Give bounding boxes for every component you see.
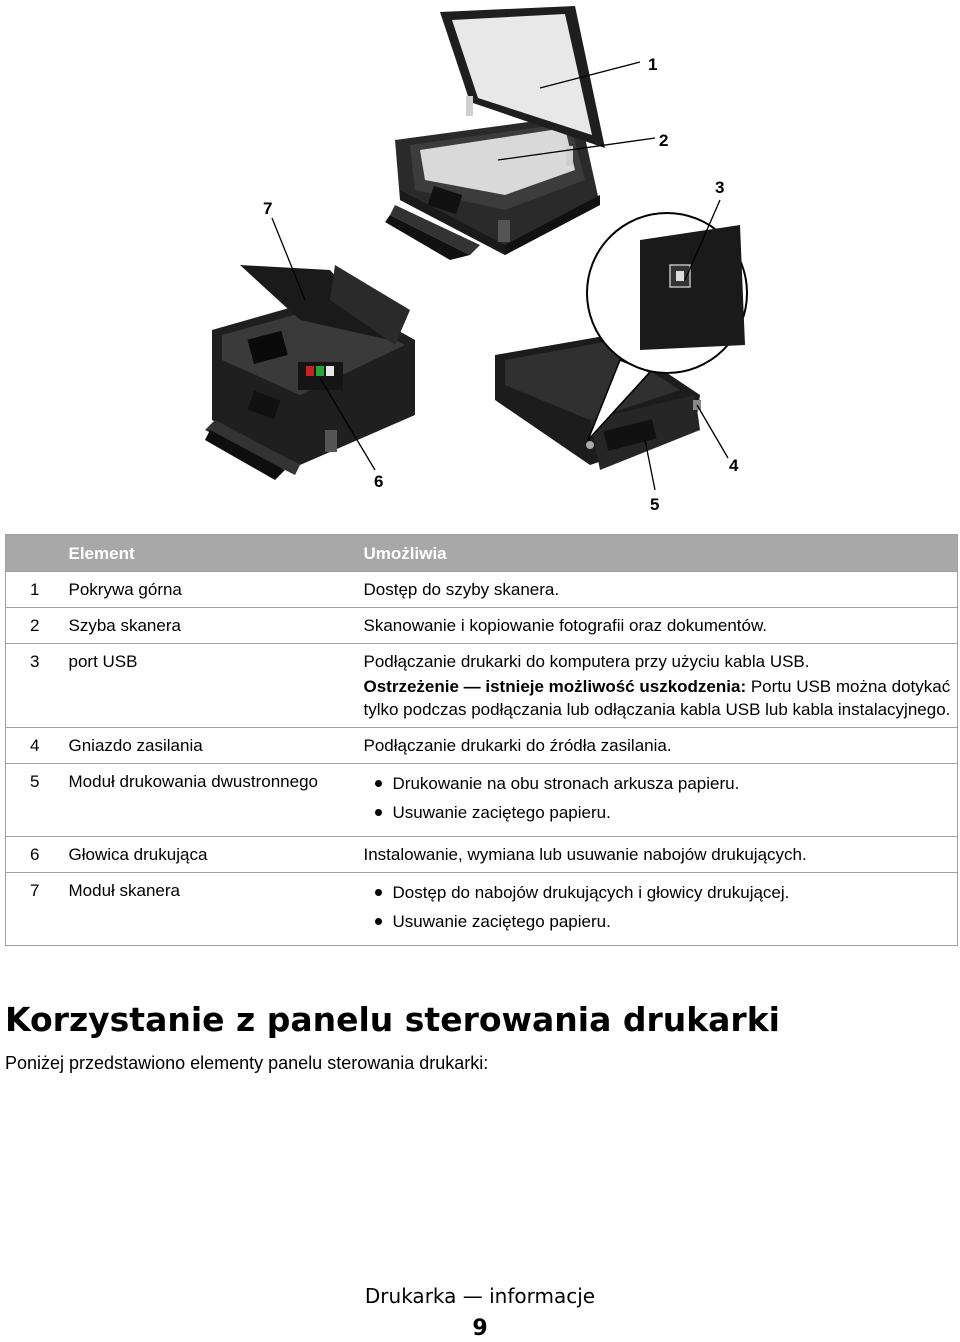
table-row	[6, 728, 958, 764]
table-row	[6, 837, 958, 873]
table-row	[6, 572, 958, 608]
list-item: Dostęp do nabojów drukujących i głowicy drukującej.	[364, 881, 952, 904]
row-element: Głowica drukująca	[64, 837, 357, 873]
callout-1: 1	[648, 55, 658, 74]
warning-text: Portu USB można dotykać tylko podczas podłączania lub odłączania kabla USB lub kabla instalacyjnego.	[363, 677, 951, 719]
callout-6: 6	[374, 472, 384, 491]
callout-2: 2	[659, 131, 669, 150]
row-desc	[357, 764, 958, 837]
warning-note	[364, 675, 952, 721]
row-element: Moduł skanera	[64, 873, 357, 946]
section-heading: Korzystanie z panelu sterowania drukarki	[5, 1000, 780, 1039]
ink-cartridge-red	[306, 366, 314, 376]
parts-table	[5, 534, 958, 946]
bullet-list	[364, 772, 952, 824]
printer-top-view	[385, 6, 605, 260]
printer-open-view	[205, 265, 415, 480]
printer-back-view	[495, 213, 747, 470]
callout-7: 7	[263, 199, 273, 218]
printer-illustration	[0, 0, 960, 520]
section-intro: Poniżej przedstawiono elementy panelu sterowania drukarki:	[5, 1053, 489, 1073]
table-row	[6, 764, 958, 837]
table-row	[6, 644, 958, 728]
callout-3: 3	[715, 178, 725, 197]
page-number: 9	[472, 1316, 488, 1341]
row-desc	[357, 873, 958, 946]
callout-4: 4	[729, 456, 739, 475]
header-element: Element	[64, 535, 357, 572]
list-item: Usuwanie zaciętego papieru.	[364, 801, 952, 824]
list-item: Drukowanie na obu stronach arkusza papieru.	[364, 772, 952, 795]
row-num: 3	[6, 644, 64, 728]
table-row	[6, 608, 958, 644]
list-item: Usuwanie zaciętego papieru.	[364, 910, 952, 933]
row-desc: Skanowanie i kopiowanie fotografii oraz dokumentów.	[357, 608, 958, 644]
row-desc: Instalowanie, wymiana lub usuwanie nabojów drukujących.	[357, 837, 958, 873]
row-num: 6	[6, 837, 64, 873]
row-num: 1	[6, 572, 64, 608]
row-num: 4	[6, 728, 64, 764]
header-num	[6, 535, 64, 572]
row-element: port USB	[64, 644, 357, 728]
table-row	[6, 873, 958, 946]
row-element: Szyba skanera	[64, 608, 357, 644]
row-desc: Podłączanie drukarki do źródła zasilania.	[357, 728, 958, 764]
bullet-list	[364, 881, 952, 933]
row-desc: Dostęp do szyby skanera.	[357, 572, 958, 608]
row-element: Pokrywa górna	[64, 572, 357, 608]
table-header-row	[6, 535, 958, 572]
row-num: 5	[6, 764, 64, 837]
footer-title: Drukarka — informacje	[364, 1284, 596, 1308]
warning-label: Ostrzeżenie — istnieje możliwość uszkodzenia:	[363, 677, 747, 696]
callout-5: 5	[650, 495, 660, 514]
row-element: Gniazdo zasilania	[64, 728, 357, 764]
row-num: 2	[6, 608, 64, 644]
row-desc	[357, 644, 958, 728]
row-element: Moduł drukowania dwustronnego	[64, 764, 357, 837]
row-num: 7	[6, 873, 64, 946]
ink-cartridge-green	[316, 366, 324, 376]
header-enables: Umożliwia	[357, 535, 958, 572]
usb-port	[586, 441, 594, 449]
row-desc-text: Podłączanie drukarki do komputera przy użyciu kabla USB.	[363, 652, 810, 671]
